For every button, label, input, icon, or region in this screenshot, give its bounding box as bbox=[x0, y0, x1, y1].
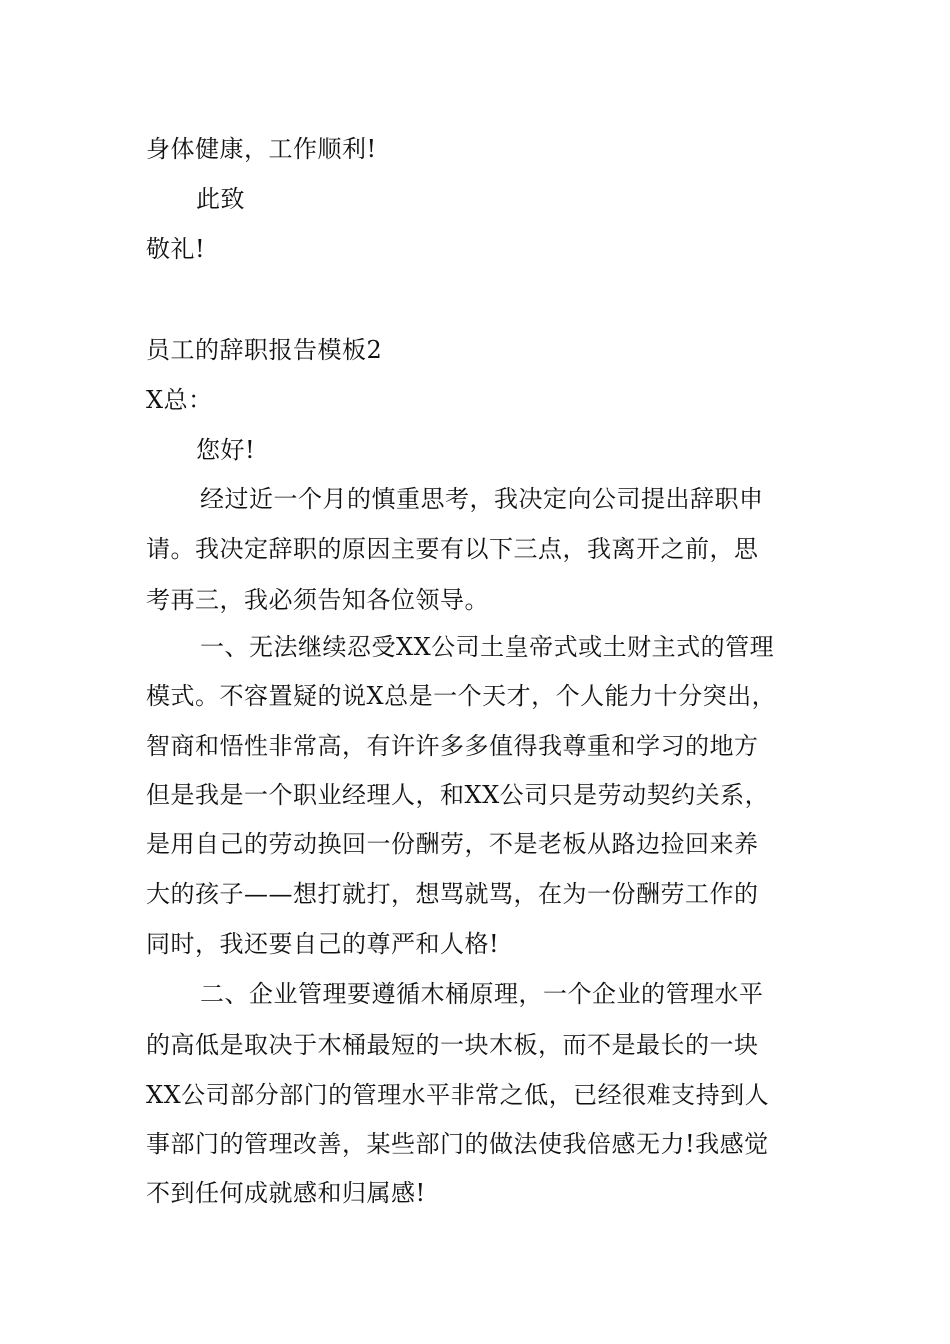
document-title: 员工的辞职报告模板2 bbox=[146, 336, 383, 364]
closing-salutation-2: 敬礼! bbox=[146, 235, 206, 263]
paragraph-line: 智商和悟性非常高，有许许多多值得我尊重和学习的地方 bbox=[146, 732, 759, 760]
paragraph-line: 是用自己的劳动换回一份酬劳，不是老板从路边捡回来养 bbox=[146, 830, 759, 858]
paragraph-line: 二、企业管理要遵循木桶原理，一个企业的管理水平 bbox=[200, 980, 764, 1008]
paragraph-line: 事部门的管理改善，某些部门的做法使我倍感无力!我感觉 bbox=[146, 1130, 769, 1158]
greeting: 您好! bbox=[196, 436, 256, 464]
paragraph-line: XX公司部分部门的管理水平非常之低，已经很难支持到人 bbox=[146, 1081, 770, 1109]
paragraph-line: 一、无法继续忍受XX公司土皇帝式或土财主式的管理 bbox=[200, 633, 775, 661]
paragraph-line: 经过近一个月的慎重思考，我决定向公司提出辞职申 bbox=[200, 485, 764, 513]
paragraph-line: 的高低是取决于木桶最短的一块木板，而不是最长的一块 bbox=[146, 1031, 759, 1059]
closing-wish: 身体健康，工作顺利! bbox=[146, 135, 377, 163]
paragraph-line: 不到任何成就感和归属感! bbox=[146, 1179, 426, 1207]
addressee: X总： bbox=[146, 386, 213, 414]
closing-salutation-1: 此致 bbox=[196, 185, 245, 213]
paragraph-line: 模式。不容置疑的说X总是一个天才，个人能力十分突出， bbox=[146, 682, 777, 710]
paragraph-line: 但是我是一个职业经理人，和XX公司只是劳动契约关系， bbox=[146, 781, 770, 809]
paragraph-line: 大的孩子——想打就打，想骂就骂，在为一份酬劳工作的 bbox=[146, 880, 759, 908]
paragraph-line: 请。我决定辞职的原因主要有以下三点，我离开之前，思 bbox=[146, 535, 759, 563]
paragraph-line: 同时，我还要自己的尊严和人格! bbox=[146, 930, 500, 958]
paragraph-line: 考再三，我必须告知各位领导。 bbox=[146, 586, 489, 614]
